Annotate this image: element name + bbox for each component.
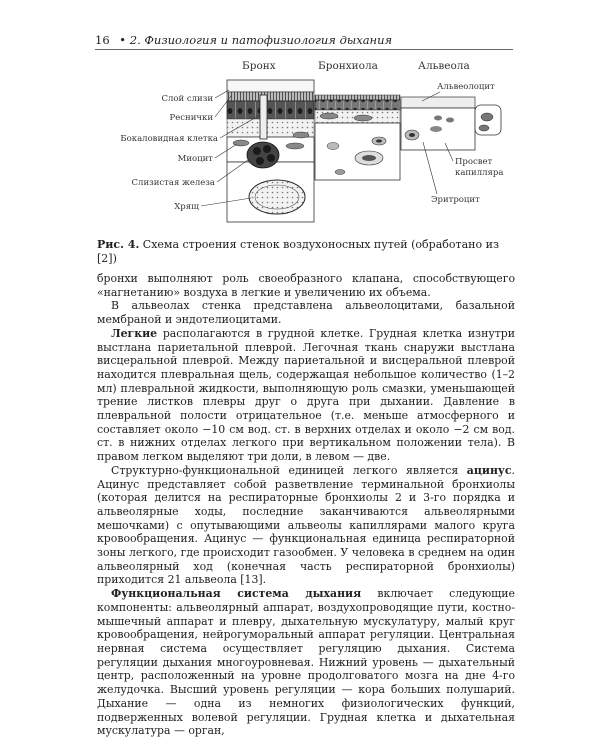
label-goblet-cell: Бокаловидная клетка: [120, 134, 218, 144]
body-text: [97, 272, 515, 738]
paragraph-4-text: . Ацинус представляет собой разветвление терминальной бронхиолы (которая делится на респираторные бронхиолы 2 и 3-го порядка и альвеолярные ходы, последние заканчиваются альвеолярными мешочками) с опутывающими альвеолы капиллярами малого круга кровообращения. Ацинус — функциональная единица респираторной зоны легкого, где происходит газообмен. У человека в среднем на один альвеолярный ход (конечная часть респираторной бронхиолы) приходится 21 альвеола [13].: [97, 463, 515, 587]
label-cilia: Реснички: [169, 113, 213, 123]
label-myocyte: Миоцит: [177, 154, 213, 164]
paragraph-2: В альвеолах стенка представлена альвеолоцитами, базальной мембраной и эндотелиоцитами.: [97, 299, 515, 327]
term-acinus: ацинус: [466, 463, 512, 477]
header-rule: [95, 49, 513, 50]
paragraph-5-text: включает следующие компоненты: альвеолярный аппарат, воздухопроводящие пути, костно-мышечный аппарат и плевру, дыхательную мускулатуру, малый круг кровообращения, нейрогуморальный аппарат регуляции. Центральная нервная система осуществляет регуляцию дыхания. Система регуляции дыхания многоуровневая. Нижний уровень — дыхательный центр, расположенный на уровне продолговатого мозга на дне 4-го желудочка. Высший уровень регуляции — кора больших полушарий. Дыхание — одна из немногих физиологических функций, подверженных волевой регуляции. Грудная клетка и дыхательная мускулатура — орган,: [97, 587, 516, 738]
paragraph-1: бронхи выполняют роль своеобразного клапана, способствующего «нагнетанию» воздуха в легкие и увеличению их объема.: [97, 272, 515, 299]
paragraph-4-lead: Структурно-функциональной единицей легкого является: [111, 463, 467, 477]
label-erythrocyte: Эритроцит: [431, 195, 480, 205]
term-lungs: Легкие: [111, 326, 158, 340]
paragraph-3: [97, 327, 515, 464]
alveolus-title: Альвеола: [418, 60, 470, 72]
figure-caption: [97, 238, 517, 266]
alveolus-wall: [401, 97, 501, 150]
bronchus-wall: [227, 80, 314, 222]
bullet: •: [119, 33, 127, 47]
term-functional-system: Функциональная система дыхания: [111, 587, 362, 601]
airway-wall-diagram: [95, 55, 513, 233]
bronchiole-title: Бронхиола: [318, 60, 378, 72]
label-capillary-lumen-2: капилляра: [455, 168, 504, 178]
bronchiole-wall: [315, 95, 400, 180]
running-header: [95, 33, 513, 47]
caption-text: Схема строения стенок воздухоносных путей (обработано из [2]): [97, 238, 499, 265]
bronchus-title: Бронх: [242, 60, 276, 72]
page-number: 16: [95, 33, 110, 47]
running-title: 2. Физиология и патофизиология дыхания: [129, 33, 393, 47]
label-mucus-layer: Слой слизи: [161, 94, 213, 104]
caption-label: Рис. 4.: [97, 238, 140, 251]
paragraph-5: [97, 587, 515, 738]
airway-wall-figure: [95, 55, 513, 233]
label-capillary-lumen-1: Просвет: [455, 157, 493, 167]
label-cartilage: Хрящ: [174, 202, 199, 212]
paragraph-4: [97, 464, 515, 587]
paragraph-3-text: располагаются в грудной клетке. Грудная клетка изнутри выстлана париетальной плеврой. Легочная ткань снаружи выстлана висцеральной плеврой. Между париетальной и висцеральной плеврой находится плевральная щель, содержащая небольшое количество (1–2 мл) плевральной жидкости, выполняющую роль смазки, уменьшающей трение листков плевры друг о друга при дыхании. Давление в плевральной полости отрицательное (т.е. меньше атмосферного и составляет около −10 см вод. ст. в верхних отделах и около −2 см вод. ст. в нижних отделах легкого при вертикальном положении тела). В правом легком выделяют три доли, в левом — две.: [97, 326, 515, 464]
label-mucous-gland: Слизистая железа: [131, 178, 215, 188]
label-alveolocyte: Альвеолоцит: [437, 82, 495, 92]
